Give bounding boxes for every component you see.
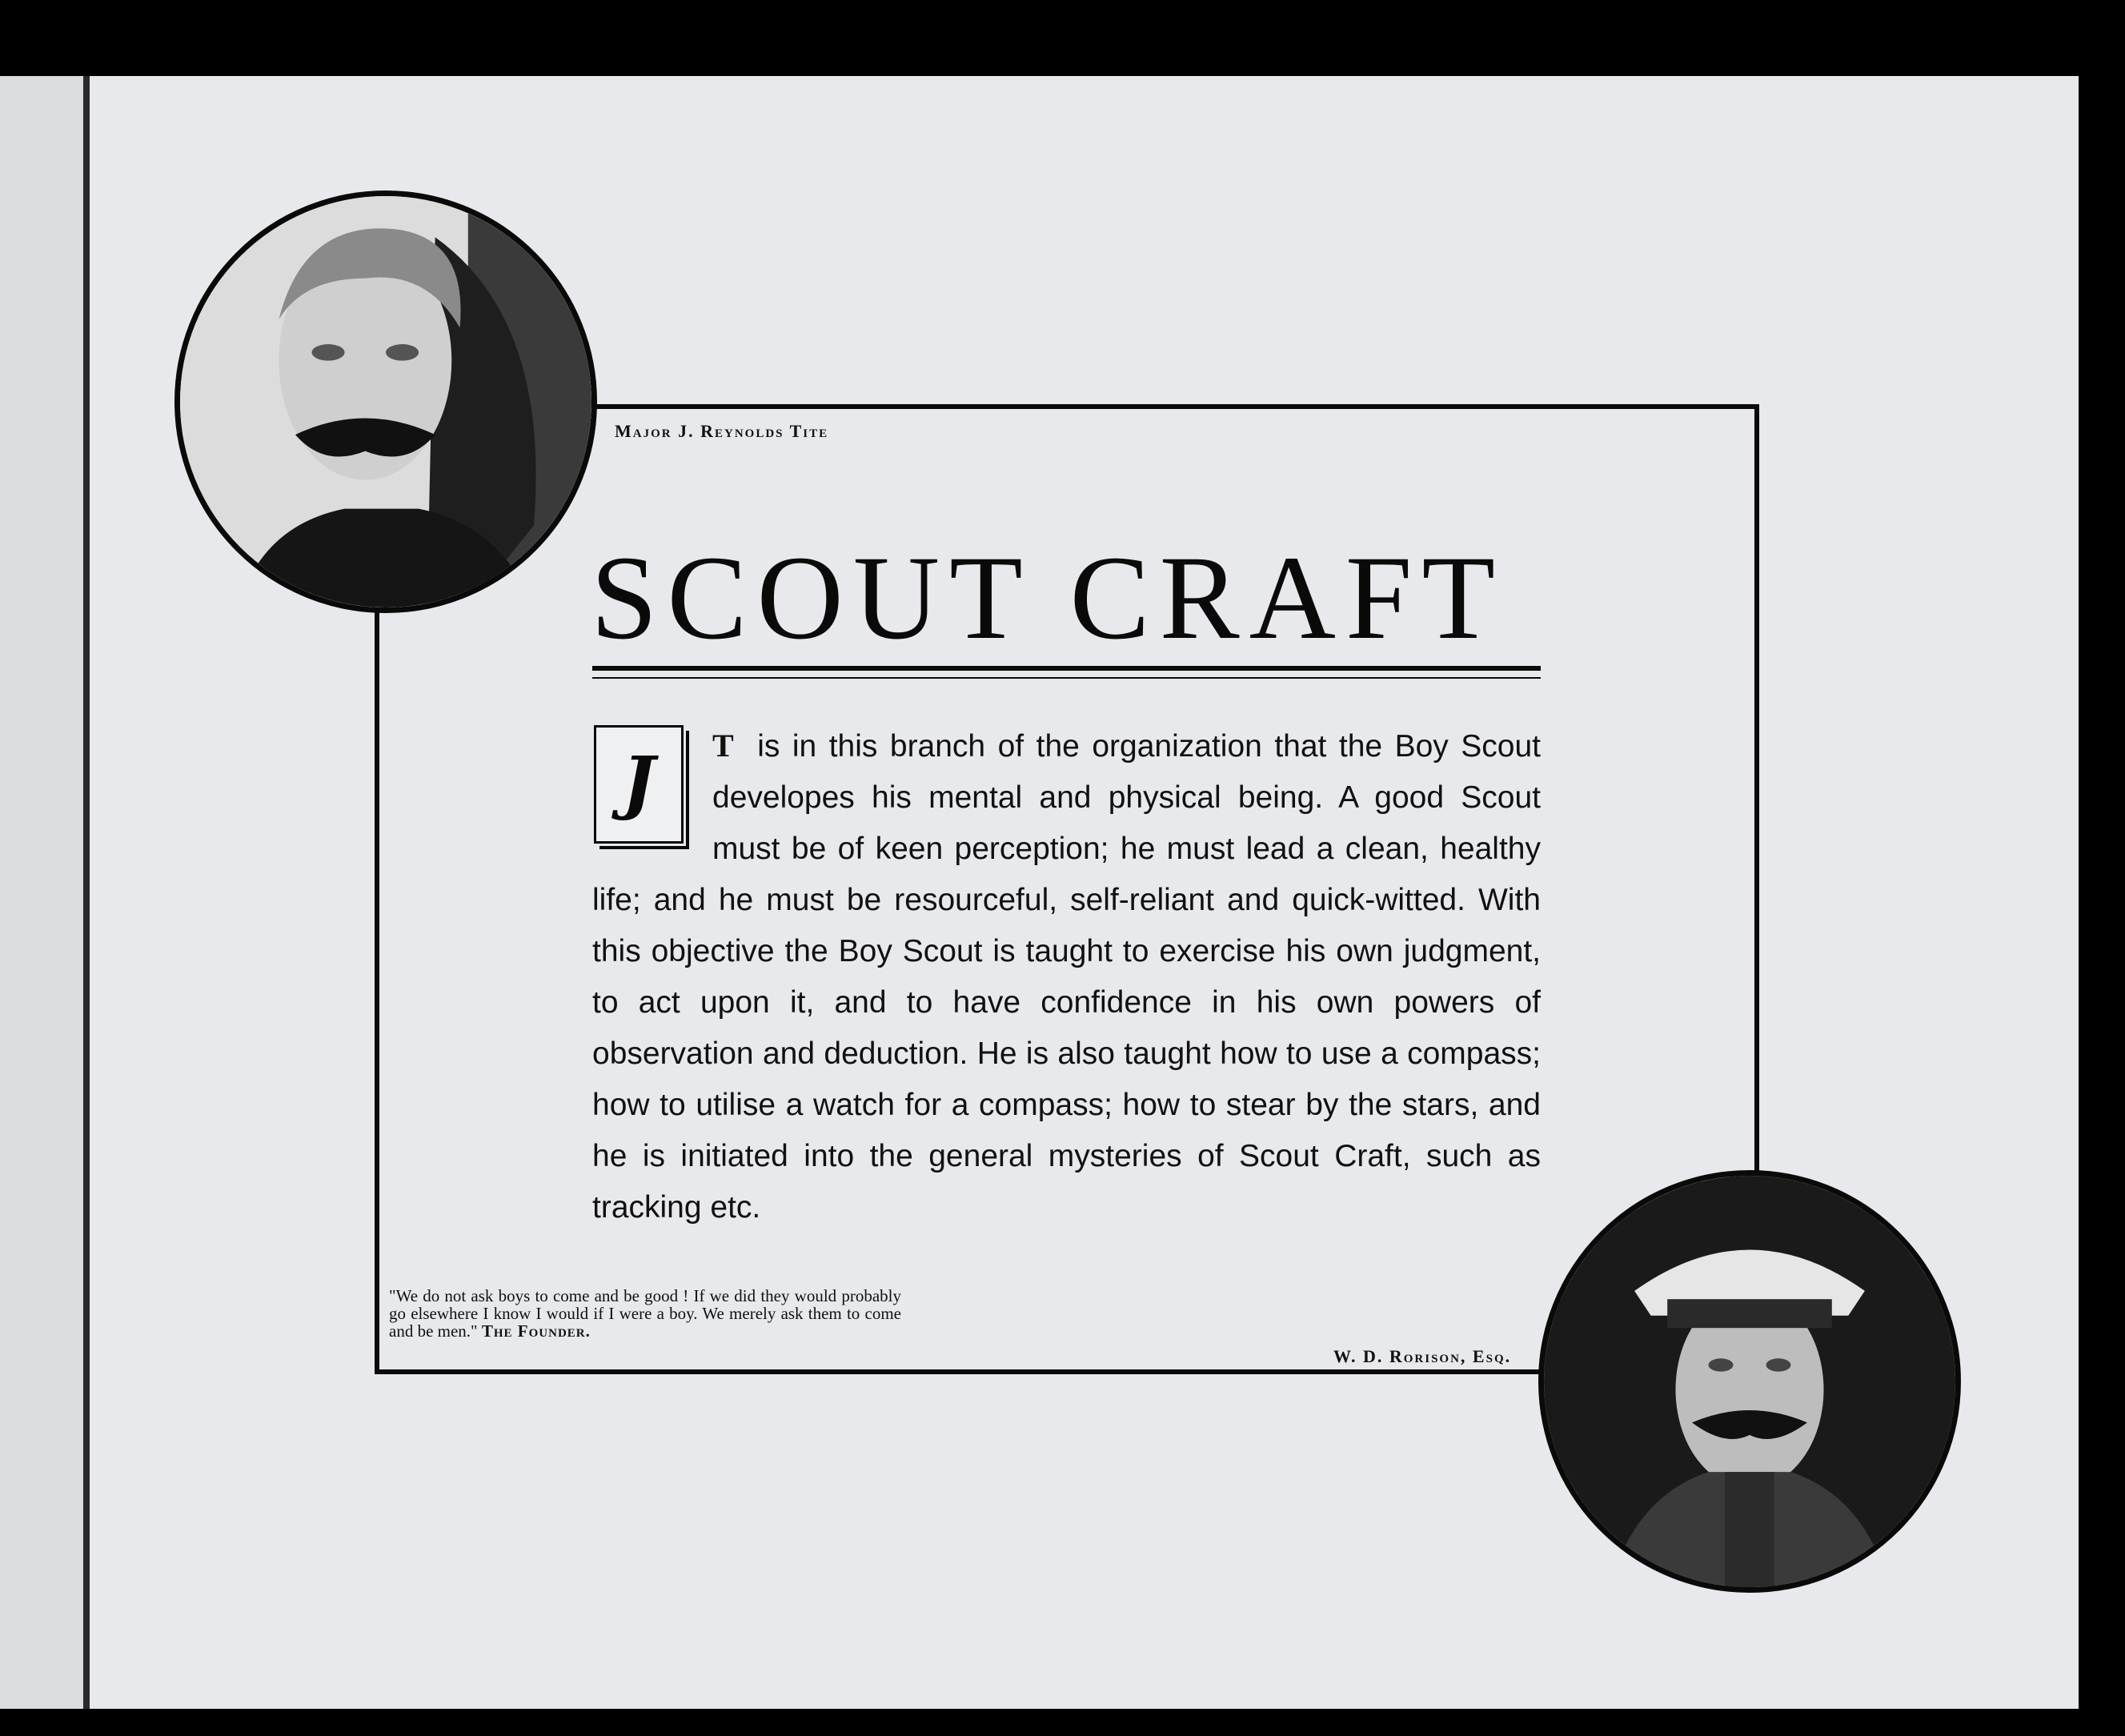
- book-gutter: [83, 76, 90, 1709]
- title-rule-thick: [592, 666, 1541, 671]
- facing-page-edge: [0, 76, 88, 1709]
- article-body: [592, 720, 1541, 1233]
- article-body-text: is in this branch of the organization that the Boy Scout developes his mental and physical being. A good Scout must be of keen perception; he must lead a clean, healthy life; and he must be resourceful, self-reliant and quick-witted. With this objective the Boy Scout is taught to exercise his own judgment, to act upon it, and to have confidence in his own powers of observation and deduction. He is also taught how to use a compass; how to utilise a watch for a compass; how to stear by the stars, and he is initiated into the general mysteries of Scout Craft, such as tracking etc.: [592, 729, 1541, 1225]
- portrait-rorison-image: [1538, 1170, 1961, 1593]
- portrait-caption-tite: Major J. Reynolds Tite: [615, 421, 829, 441]
- article-first-letter: T: [712, 728, 734, 764]
- founder-quote: [389, 1287, 901, 1340]
- founder-quote-text: "We do not ask boys to come and be good ! If we did they would probably go elsewhere I know I would if I were a boy. We merely ask them to come and be men.": [389, 1286, 901, 1341]
- article-title: SCOUT CRAFT: [591, 531, 1506, 664]
- drop-cap-letter: J: [622, 742, 656, 823]
- portrait-caption-rorison: W. D. Rorison, Esq.: [1333, 1346, 1512, 1366]
- founder-quote-attribution: The Founder.: [481, 1321, 591, 1341]
- drop-cap-spacer: [592, 720, 712, 864]
- portrait-tite-image: [174, 190, 597, 613]
- title-rule-thin: [592, 677, 1541, 679]
